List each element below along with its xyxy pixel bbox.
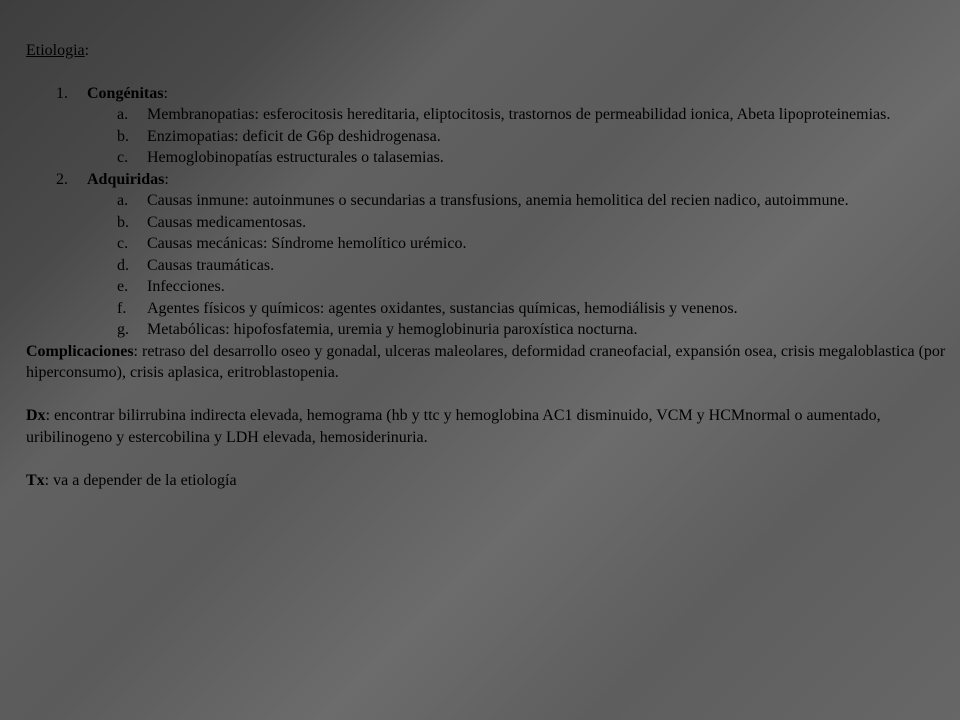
item-letter: a. [117,106,129,123]
item-text: Enzimopatias: deficit de G6p deshidrogenasa. [147,127,441,145]
item-letter: g. [117,321,129,338]
item-text: Causas traumáticas. [147,256,275,274]
list-item [26,276,946,298]
tx-paragraph [26,470,946,492]
list-item [26,319,946,341]
item-letter: d. [117,256,129,274]
complicaciones-label: Complicaciones [26,342,134,360]
item-text: Hemoglobinopatías estructurales o talasemias. [147,149,444,166]
item-text: Agentes físicos y químicos: agentes oxidantes, sustancias químicas, hemodiálisis y venenos. [147,299,738,317]
list-item [26,104,946,126]
group-colon: : [163,84,168,102]
item-letter: c. [117,149,129,166]
spacer [26,448,946,470]
list-item [26,190,946,212]
group-colon: : [164,170,169,188]
item-text: Infecciones. [147,278,225,295]
item-text: Membranopatias: esferocitosis hereditaria, eliptocitosis, trastornos de permeabilidad ionica, Abeta lipoproteinemias. [147,106,891,123]
dx-text: : encontrar bilirrubina indirecta elevada, hemograma (hb y ttc y hemoglobina AC1 disminuido, VCM y HCMnormal o aumentado, uribilinogeno y estercobilina y LDH elevada, hemosiderinuria. [26,407,881,446]
item-letter: a. [117,192,129,209]
list-item [26,233,946,255]
item-text: Metabólicas: hipofosfatemia, uremia y hemoglobinuria paroxística nocturna. [147,321,638,338]
item-letter: c. [117,235,129,252]
group-adquiridas [26,169,946,191]
item-text: Causas inmune: autoinmunes o secundarias a transfusions, anemia hemolitica del recien nadico, autoimmune. [147,192,849,209]
list-item [26,212,946,234]
group-number: 1. [56,84,68,102]
complicaciones-paragraph [26,341,946,384]
group-congenitas [26,83,946,105]
spacer [26,62,946,83]
etiologia-colon: : [84,42,90,59]
item-letter: e. [117,278,129,295]
dx-paragraph [26,405,946,448]
list-item [26,126,946,148]
tx-text: : va a depender de la etiología [44,471,237,489]
slide-body [26,40,946,491]
dx-label: Dx [26,407,46,424]
etiologia-heading [26,40,946,62]
complicaciones-text: : retraso del desarrollo oseo y gonadal, ulceras maleolares, deformidad craneofacial, expansión osea, crisis megaloblastica (por hiperconsumo), crisis aplasica, eritroblastopenia. [26,342,946,381]
item-letter: f. [117,299,127,317]
list-item [26,255,946,277]
tx-label: Tx [26,471,45,489]
item-text: Causas mecánicas: Síndrome hemolítico urémico. [147,235,467,252]
group-label: Congénitas [87,84,164,102]
group-number: 2. [56,170,68,188]
list-item [26,147,946,169]
item-letter: b. [117,213,129,231]
etiologia-label: Etiologia [26,42,85,59]
list-item [26,298,946,320]
item-text: Causas medicamentosas. [147,213,307,231]
spacer [26,384,946,406]
group-label: Adquiridas [87,170,165,188]
item-letter: b. [117,127,129,145]
